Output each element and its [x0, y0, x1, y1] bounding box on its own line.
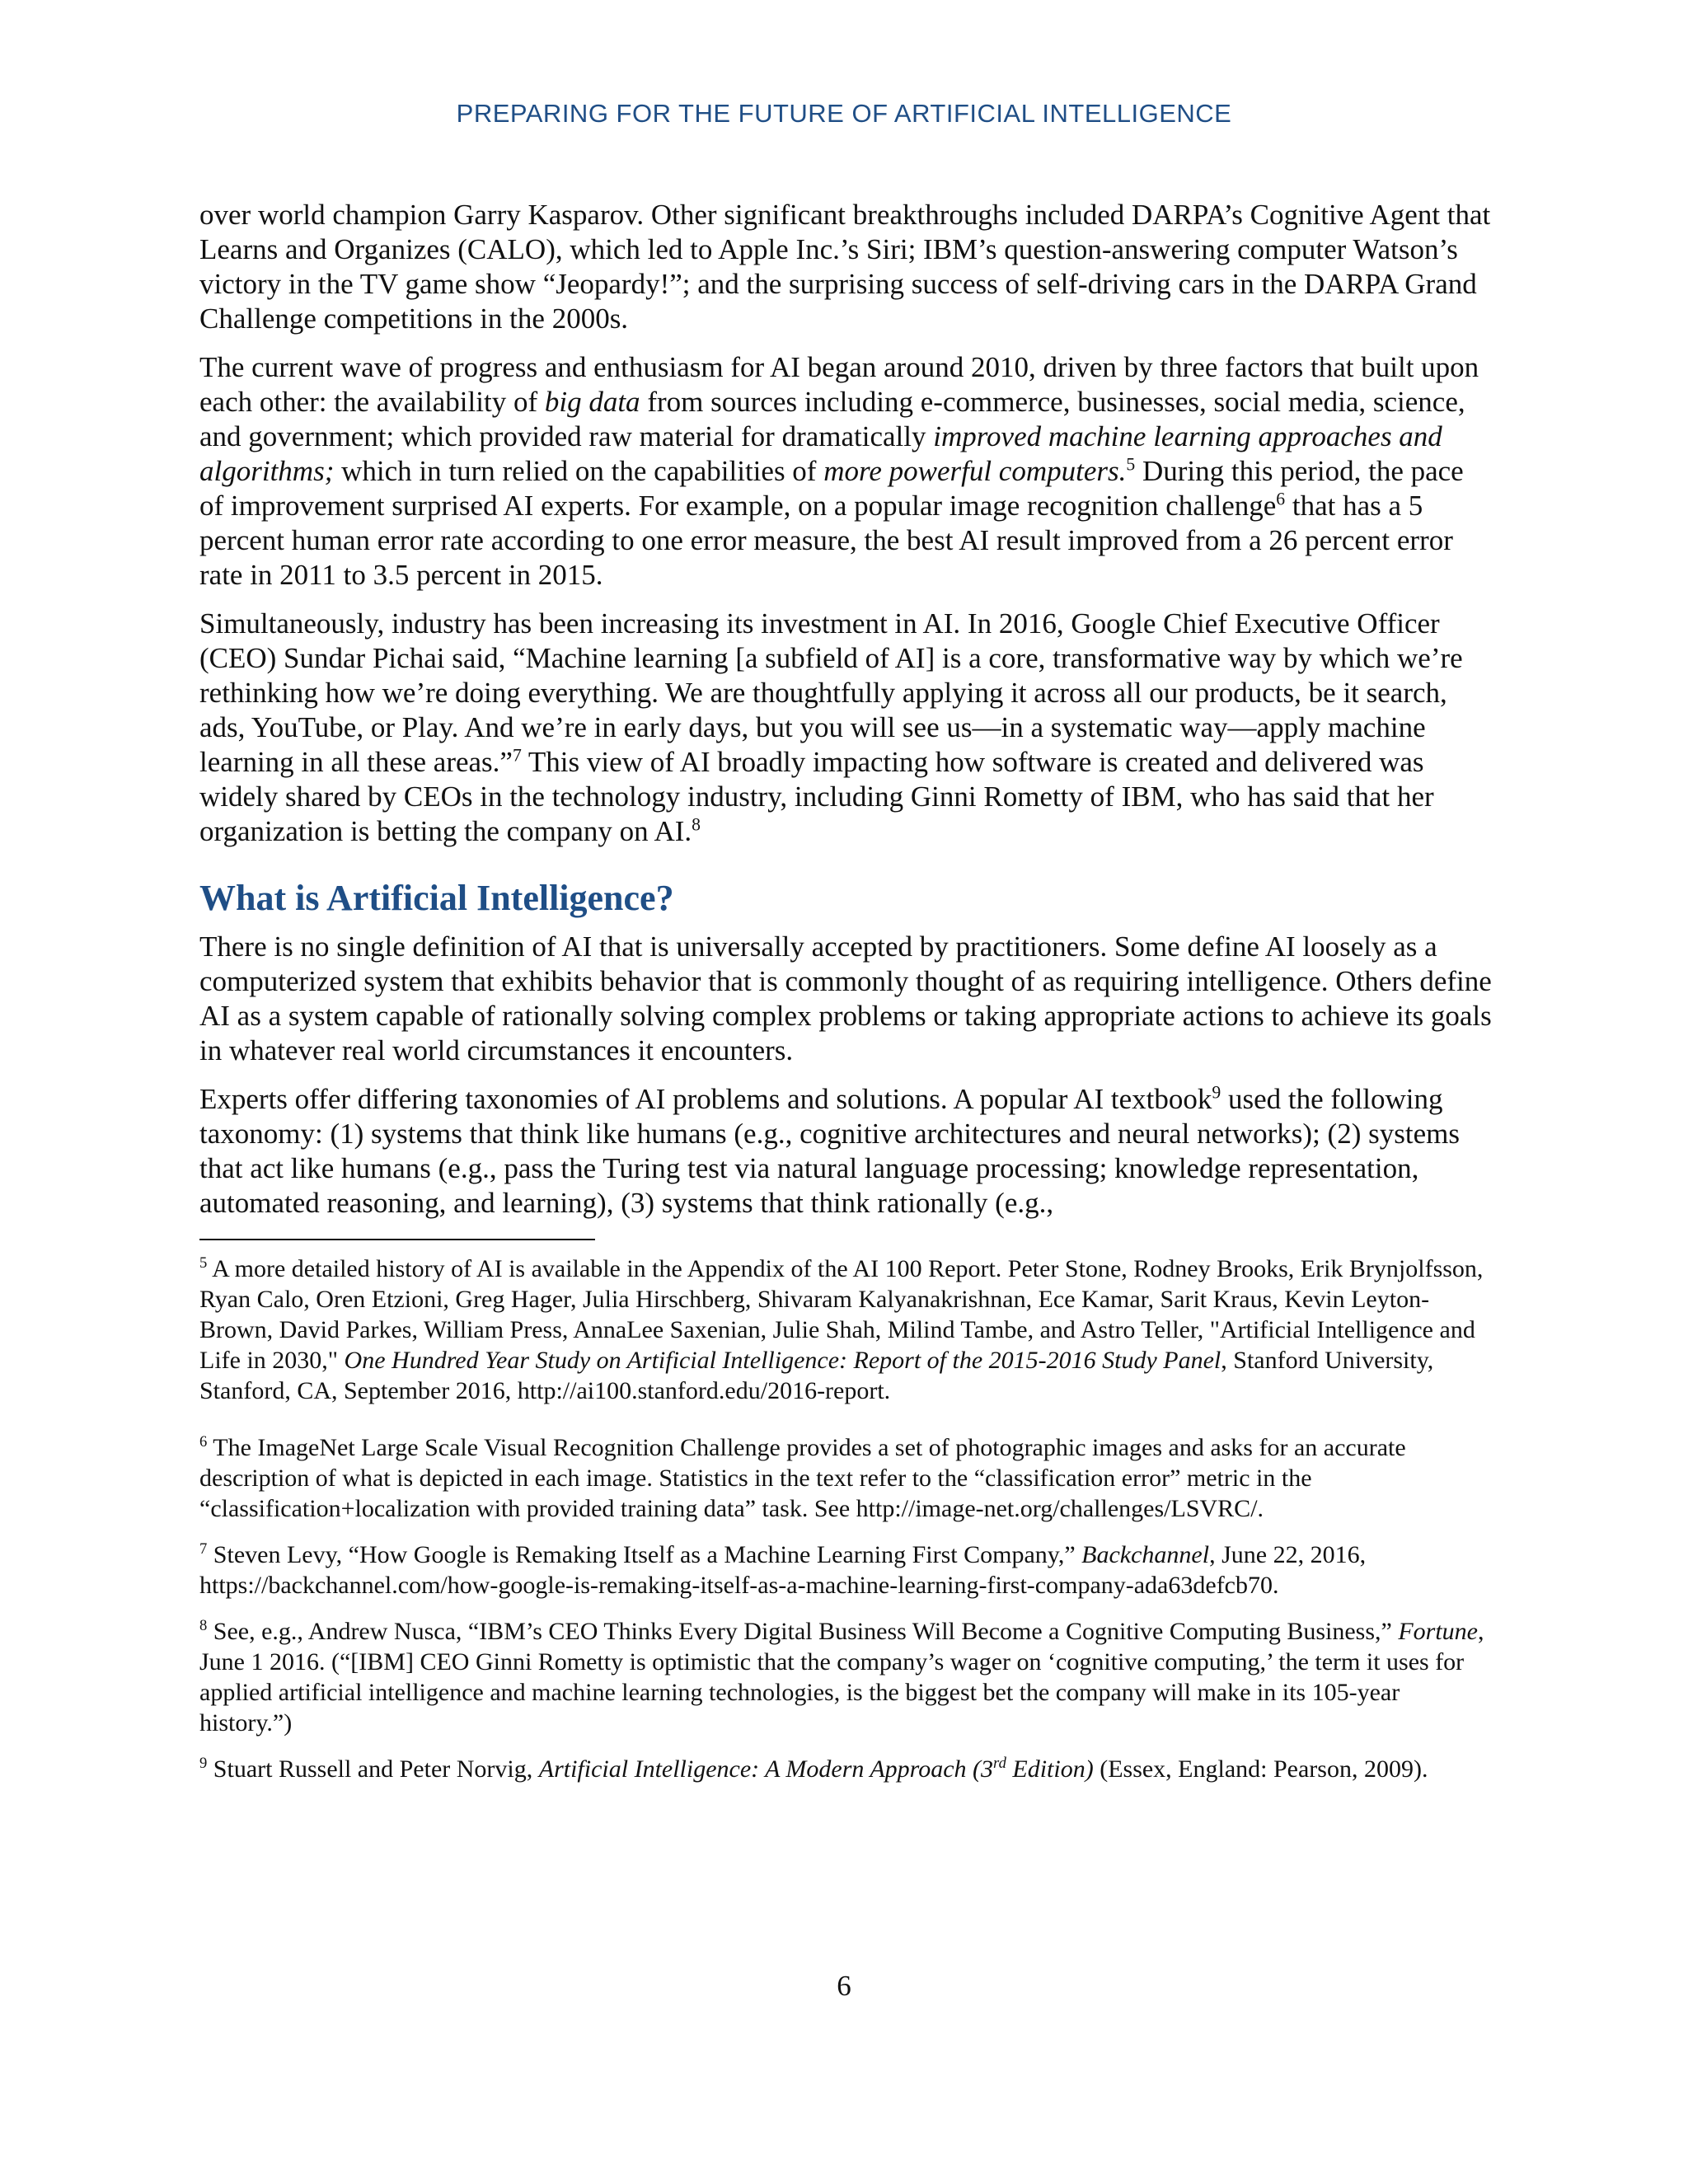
footnote-8-publication: Fortune [1398, 1618, 1478, 1645]
paragraph-5-text-a: Experts offer differing taxonomies of AI problems and solutions. A popular AI textbook [199, 1083, 1212, 1115]
footnote-ref-6[interactable]: 6 [1276, 489, 1286, 509]
paragraph-1: over world champion Garry Kasparov. Other significant breakthroughs included DARPA’s Cognitive Agent that Learns and Organizes (CALO), which led to Apple Inc.’s Siri; IBM’s question-answering computer Watson’s victory in the TV game show “Jeopardy!”; and the surprising success of self-driving cars in the DARPA Grand Challenge competitions in the 2000s. [199, 199, 1491, 335]
paragraph-3-text-b: This view of AI broadly impacting how software is created and delivered was widely shared by CEOs in the technology industry, including Ginni Rometty of IBM, who has said that her organization is betting the company on AI. [199, 746, 1434, 847]
footnote-ref-9[interactable]: 9 [1212, 1082, 1221, 1103]
paragraph-2-text-a: The current wave of progress and enthusiasm for AI began around 2010, driven by three factors that built upon each other: the availability of [199, 351, 1479, 418]
footnote-9-edition: Edition) [1006, 1755, 1094, 1783]
footnote-5-text-a: A more detailed history of AI is available in the Appendix of the AI 100 Report. Peter Stone, Rodney Brooks, Erik Brynjolfsson, Ryan Calo, Oren Etzioni, Greg Hager, Julia Hirschberg, Shivaram Kalyanakrishnan, Ece Kamar, Sarit Kraus, Kevin Leyton-Brown, David Parkes, William Press, AnnaLee Saxenian, Julie Shah, Milind Tambe, and Astro Teller, "Artificial Intelligence and Life in 2030," [199, 1255, 1484, 1374]
paragraph-2-emphasis-computers: more powerful computers. [823, 455, 1127, 487]
paragraph-2-text-h: that has a 5 percent human error rate according to one error measure, the best AI result improved from a 26 percent error rate in 2011 to 3.5 percent in 2015. [199, 490, 1453, 591]
footnote-9-text-d: (Essex, England: Pearson, 2009). [1093, 1755, 1428, 1783]
footnote-9-ordinal: rd [993, 1755, 1006, 1772]
paragraph-5 [199, 1082, 1493, 1221]
footnote-ref-5[interactable]: 5 [1126, 454, 1136, 475]
footnote-number: 9 [199, 1755, 208, 1772]
footnote-9-text-a: Stuart Russell and Peter Norvig, [207, 1755, 539, 1783]
page-number: 6 [837, 1970, 851, 2002]
footnote-ref-8[interactable]: 8 [692, 814, 701, 835]
footnote-ref-7[interactable]: 7 [512, 745, 522, 766]
section-heading: What is Artificial Intelligence? [199, 878, 674, 918]
paragraph-4: There is no single definition of AI that is universally accepted by practitioners. Some define AI loosely as a computerized system that exhibits behavior that is commonly thought of as requiring intelligence. Others define AI as a system capable of rationally solving complex problems or taking appropriate actions to achieve its goals in whatever real world circumstances it encounters. [199, 930, 1492, 1066]
paragraph-2 [199, 350, 1493, 593]
footnote-number: 6 [199, 1433, 208, 1451]
footnote-5 [199, 1254, 1493, 1406]
footnote-7 [199, 1540, 1493, 1601]
footnote-number: 5 [199, 1254, 208, 1272]
footnote-9-book-title [539, 1755, 1094, 1783]
footnote-5-title: One Hundred Year Study on Artificial Intelligence: Report of the 2015-2016 Study Panel [344, 1347, 1221, 1374]
footnote-8 [199, 1616, 1493, 1738]
footnote-9-title-part: Artificial Intelligence: A Modern Approach (3 [538, 1755, 994, 1783]
paragraph-2-text-c: from sources including e-commerce, businesses, social media, science, and government; which provided raw material for dramatically [199, 386, 1465, 452]
paragraph-2-emphasis-big-data: big data [544, 386, 640, 418]
footnote-9 [199, 1754, 1493, 1784]
running-header: PREPARING FOR THE FUTURE OF ARTIFICIAL INTELLIGENCE [456, 99, 1232, 128]
footnote-7-text-a: Steven Levy, “How Google is Remaking Itself as a Machine Learning First Company,” [207, 1541, 1082, 1568]
paragraph-5-text-b: used the following taxonomy: (1) systems that think like humans (e.g., cognitive architectures and neural networks); (2) systems that act like humans (e.g., pass the Turing test via natural language processing; knowledge representation, automated reasoning, and learning), (3) systems that think rationally (e.g., [199, 1083, 1460, 1219]
footnote-7-text-c: , June 22, 2016, https://backchannel.com/how-google-is-remaking-itself-as-a-machine-learning-first-company-ada63defcb70. [199, 1541, 1367, 1599]
footnote-5-text-c: , Stanford University, Stanford, CA, September 2016, http://ai100.stanford.edu/2016-report. [199, 1347, 1434, 1404]
footnote-number: 7 [199, 1540, 208, 1558]
paragraph-2-text-e: which in turn relied on the capabilities of [334, 455, 824, 487]
paragraph-2-emphasis-ml: improved machine learning approaches and algorithms; [199, 420, 1442, 487]
paragraph-3-text-a: Simultaneously, industry has been increasing its investment in AI. In 2016, Google Chief Executive Officer (CEO) Sundar Pichai said, “Machine learning [a subfield of AI] is a core, transformative way by which we’re rethinking how we’re doing everything. We are thoughtfully applying it across all our products, be it search, ads, YouTube, or Play. And we’re in early days, but you will see us—in a systematic way—apply machine learning in all these areas.” [199, 607, 1463, 778]
footnote-6 [199, 1432, 1493, 1524]
footnote-6-text: The ImageNet Large Scale Visual Recognition Challenge provides a set of photographic images and asks for an accurate description of what is depicted in each image. Statistics in the text refer to the “classification error” metric in the “classification+localization with provided training data” task. See http://image-net.org/challenges/LSVRC/. [199, 1434, 1406, 1522]
footnote-8-text-a: See, e.g., Andrew Nusca, “IBM’s CEO Thinks Every Digital Business Will Become a Cognitive Computing Business,” [207, 1618, 1399, 1645]
footnote-divider [199, 1239, 595, 1240]
paragraph-2-text-g: During this period, the pace of improvement surprised AI experts. For example, on a popular image recognition challenge [199, 455, 1464, 522]
footnote-7-publication: Backchannel [1081, 1541, 1210, 1568]
page-body [199, 198, 1493, 1800]
footnote-number: 8 [199, 1617, 208, 1634]
paragraph-3 [199, 607, 1493, 849]
footnote-8-text-c: , June 1 2016. (“[IBM] CEO Ginni Rometty is optimistic that the company’s wager on ‘cognitive computing,’ the term it uses for applied artificial intelligence and machine learning technologies, is the biggest bet the company will make in its 105-year history.”) [199, 1618, 1484, 1736]
